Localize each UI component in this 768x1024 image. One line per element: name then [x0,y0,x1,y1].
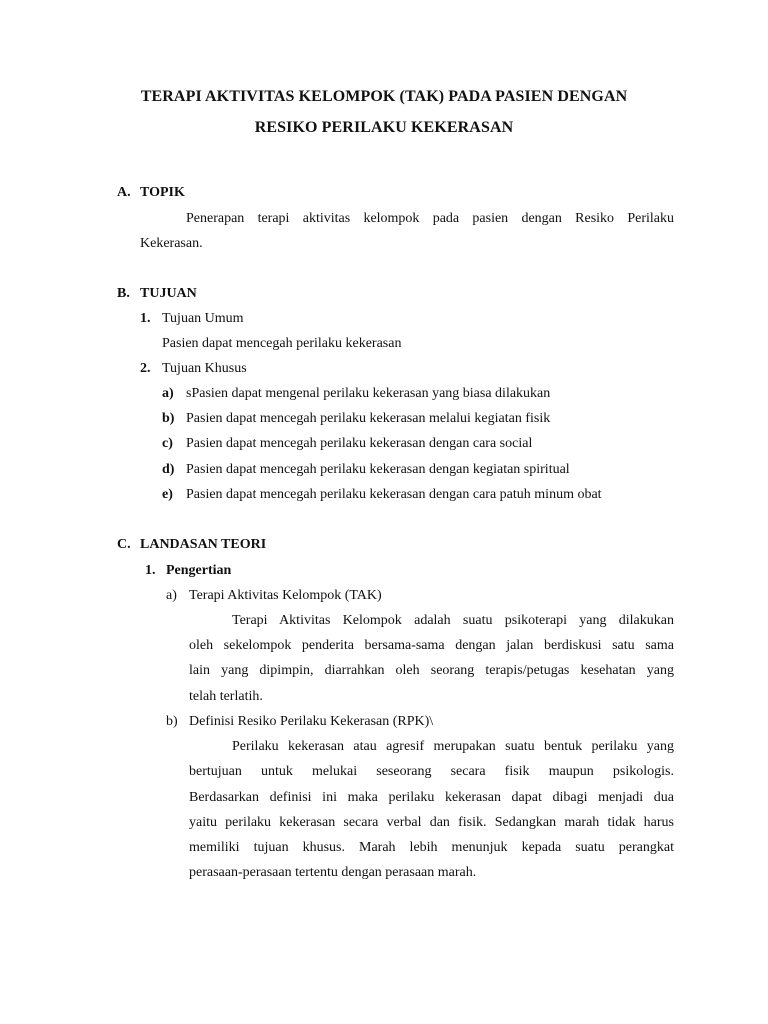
section-b-heading: TUJUAN [140,286,197,301]
document-title-line-2: RESIKO PERILAKU KEKERASAN [254,119,514,136]
section-a-heading: TOPIK [140,185,185,200]
section-c-b-paragraph-line: Perilaku kekerasan atau agresif merupakan suatu bentuk perilaku yang [232,739,674,754]
section-c-b-paragraph-line: yaitu perilaku kekerasan secara verbal dan fisik. Sedangkan marah tidak harus [189,815,674,830]
sub-item-marker: b) [162,411,175,426]
section-c-a-paragraph-line: oleh sekelompok penderita bersama-sama dengan jalan berdiskusi satu sama [189,638,674,653]
section-a-paragraph-line-1: Penerapan terapi aktivitas kelompok pada pasien dengan Resiko Perilaku [186,211,674,226]
sub-item-text: Pasien dapat mencegah perilaku kekerasan dengan kegiatan spiritual [186,462,570,477]
sub-item-marker: a) [162,386,174,401]
section-c-item-1-marker: 1. [145,563,156,578]
section-c-a-marker: a) [166,588,177,603]
section-b-item-1-text: Pasien dapat mencegah perilaku kekerasan [162,336,402,351]
sub-item-text: sPasien dapat mengenal perilaku kekerasan yang biasa dilakukan [186,386,551,401]
sub-item-text: Pasien dapat mencegah perilaku kekerasan dengan cara social [186,436,533,451]
section-c-item-1-label: Pengertian [166,563,232,578]
section-b-item-1-marker: 1. [140,311,151,326]
section-c-heading: LANDASAN TEORI [140,537,267,552]
section-b-marker: B. [117,286,130,301]
section-c-a-paragraph-line: telah terlatih. [189,689,263,704]
section-c-a-paragraph-line: Terapi Aktivitas Kelompok adalah suatu psikoterapi yang dilakukan [232,613,674,628]
section-c-b-label: Definisi Resiko Perilaku Kekerasan (RPK)\ [189,714,434,729]
section-b-item-1-label: Tujuan Umum [162,311,244,326]
section-c-a-label: Terapi Aktivitas Kelompok (TAK) [189,588,382,603]
section-c-b-paragraph-line: bertujuan untuk melukai seseorang secara fisik maupun psikologis. [189,764,674,779]
section-c-marker: C. [117,537,131,552]
section-b-item-2-marker: 2. [140,361,151,376]
sub-item-text: Pasien dapat mencegah perilaku kekerasan melalui kegiatan fisik [186,411,551,426]
section-c-b-marker: b) [166,714,178,729]
section-a-paragraph-line-2: Kekerasan. [140,236,203,251]
sub-item-text: Pasien dapat mencegah perilaku kekerasan dengan cara patuh minum obat [186,487,602,502]
section-c-a-paragraph-line: lain yang dipimpin, diarrahkan oleh seorang terapis/petugas kesehatan yang [189,663,674,678]
section-a-marker: A. [117,185,131,200]
section-b-item-2-label: Tujuan Khusus [162,361,247,376]
document-title-line-1: TERAPI AKTIVITAS KELOMPOK (TAK) PADA PASIEN DENGAN [140,88,628,105]
section-c-b-paragraph-line: perasaan-perasaan tertentu dengan perasaan marah. [189,865,477,880]
sub-item-marker: c) [162,436,173,451]
section-c-b-paragraph-line: Berdasarkan definisi ini maka perilaku kekerasan dapat dibagi menjadi dua [189,790,674,805]
section-c-b-paragraph-line: memiliki tujuan khusus. Marah lebih menunjuk kepada suatu perangkat [189,840,674,855]
sub-item-marker: d) [162,462,175,477]
sub-item-marker: e) [162,487,173,502]
